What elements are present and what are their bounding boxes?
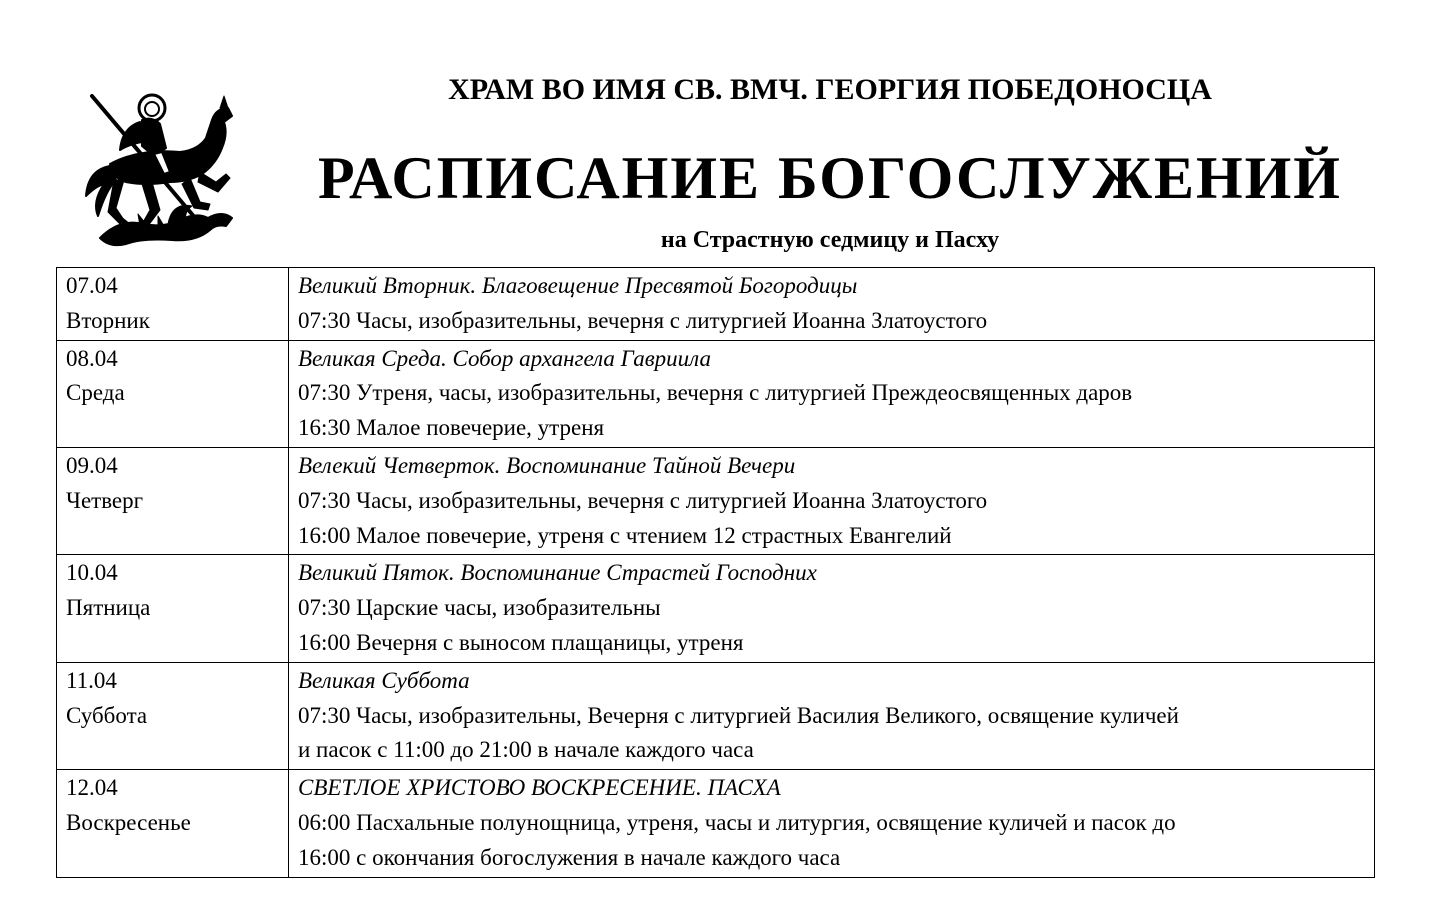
church-name: ХРАМ ВО ИМЯ СВ. ВМЧ. ГЕОРГИЯ ПОБЕДОНОСЦА [448,73,1212,106]
weekday: Вторник [66,307,150,333]
date-cell [57,662,289,769]
page-title: РАСПИСАНИЕ БОГОСЛУЖЕНИЙ [318,145,1342,211]
feast-title: Великий Вторник. Благовещение Пресвятой Богородицы [298,273,858,298]
service-cell [289,770,1375,877]
weekday: Среда [66,380,125,406]
service-cell [289,662,1375,769]
date: 08.04 [66,345,118,371]
weekday: Пятница [66,595,151,621]
weekday: Воскресенье [66,809,191,835]
schedule-row [57,555,1375,662]
date-cell [57,770,289,877]
service-line: 16:00 Вечерня с выносом плащаницы, утреня [298,629,744,655]
service-cell [289,268,1375,341]
service-line: 07:30 Часы, изобразительны, вечерня с литургией Иоанна Златоустого [298,307,988,333]
date-cell [57,340,289,447]
service-line: и пасок с 11:00 до 21:00 в начале каждого часа [298,737,754,763]
schedule-row [57,447,1375,554]
feast-title: Великая Среда. Собор архангела Гавриила [298,345,711,371]
service-line: 07:30 Утреня, часы, изобразительны, вечерня с литургией Преждеосвященных даров [298,380,1133,406]
date-cell [57,555,289,662]
feast-title: СВЕТЛОЕ ХРИСТОВО ВОСКРЕСЕНИЕ. ПАСХА [298,775,781,801]
date: 12.04 [66,775,118,801]
weekday: Четверг [66,487,144,513]
schedule-row [57,340,1375,447]
feast-title: Великая Суббота [298,667,470,693]
service-cell [289,555,1375,662]
weekday: Суббота [66,702,148,728]
service-line: 07:30 Часы, изобразительны, Вечерня с литургией Василия Великого, освящение куличей [298,702,1179,728]
service-cell [289,340,1375,447]
date: 11.04 [66,667,117,693]
service-line: 07:30 Часы, изобразительны, вечерня с литургией Иоанна Златоустого [298,487,988,513]
st-george-slaying-dragon-icon [80,78,240,248]
feast-title: Велекий Четверток. Воспоминание Тайной Вечери [298,452,796,478]
service-line: 07:30 Царские часы, изобразительны [298,595,661,621]
schedule-table [56,267,1375,878]
date-cell [57,268,289,341]
service-line: 16:30 Малое повечерие, утреня [298,415,605,441]
service-cell [289,447,1375,554]
schedule-row [57,662,1375,769]
date: 10.04 [66,560,118,586]
date-cell [57,447,289,554]
schedule-row [57,268,1375,341]
service-line: 16:00 с окончания богослужения в начале каждого часа [298,844,841,870]
date: 07.04 [66,273,118,298]
page-subtitle: на Страстную седмицу и Пасху [660,227,1000,253]
service-line: 16:00 Малое повечерие, утреня с чтением 12 страстных Евангелий [298,522,952,548]
date: 09.04 [66,452,118,478]
schedule-row [57,770,1375,877]
service-line: 06:00 Пасхальные полунощница, утреня, часы и литургия, освящение куличей и пасок до [298,809,1176,835]
feast-title: Великий Пяток. Воспоминание Страстей Господних [298,560,817,586]
